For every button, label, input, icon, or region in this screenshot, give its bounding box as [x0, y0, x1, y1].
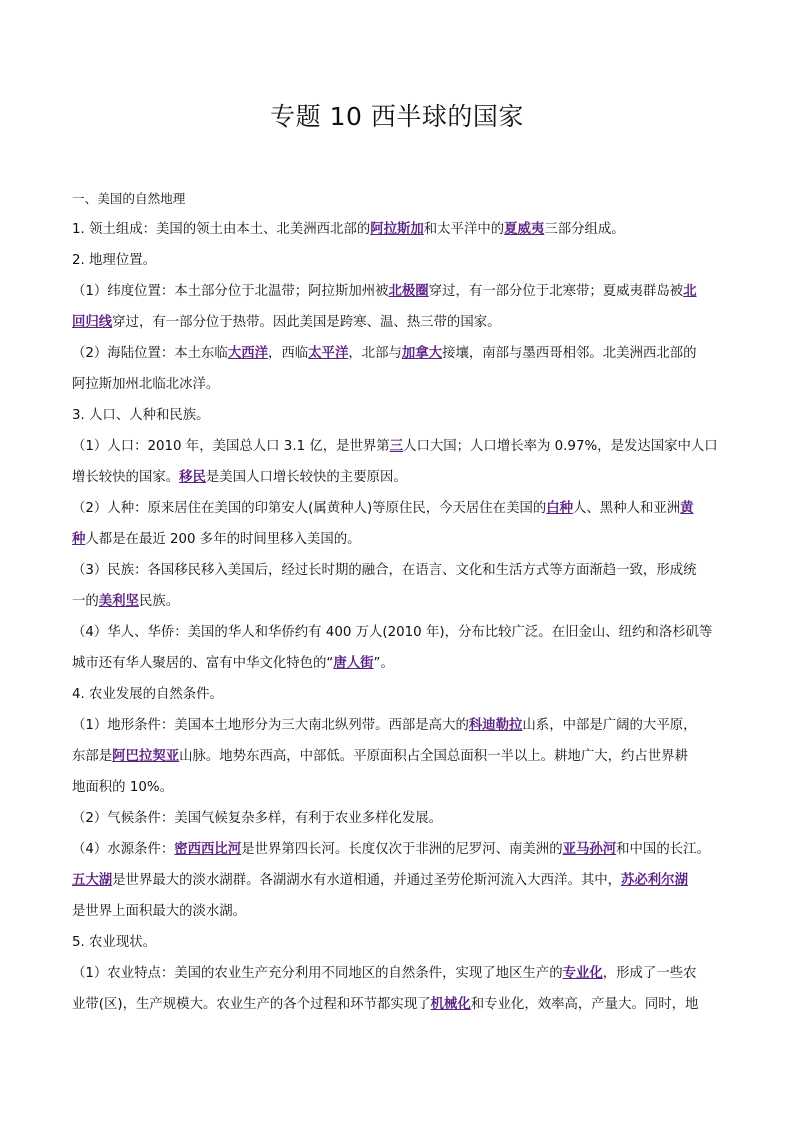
- text-run: 人、黑种人和亚洲: [573, 501, 681, 516]
- text-run: 是美国人口增长较快的主要原因。: [205, 470, 407, 485]
- keyword: 亚马孙河: [562, 842, 617, 857]
- text-line: [72, 431, 724, 462]
- text-run: ，西临: [268, 346, 309, 361]
- text-run: 增长较快的国家。: [72, 470, 180, 485]
- keyword: 三: [389, 439, 404, 454]
- text-line: [72, 989, 724, 1020]
- text-run: （1）人口：2010 年，美国总人口 3.1 亿，是世界第: [72, 439, 390, 454]
- text-line: [72, 710, 724, 741]
- keyword: 夏威夷: [504, 222, 545, 237]
- keyword: 密西西比河: [174, 842, 242, 857]
- text-run: （1）纬度位置：本土部分位于北温带；阿拉斯加州被: [72, 284, 389, 299]
- keyword: 科迪勒拉: [468, 718, 523, 733]
- keyword: 北极圈: [388, 284, 429, 299]
- text-run: 5. 农业现状。: [72, 935, 156, 950]
- text-line: [72, 462, 724, 493]
- text-line: [72, 896, 724, 927]
- text-line: [72, 586, 724, 617]
- text-run: 城市还有华人聚居的、富有中华文化特色的“: [72, 656, 334, 671]
- text-run: （2）人种：原来居住在美国的印第安人(属黄种人)等原住民，今天居住在美国的: [72, 501, 547, 516]
- text-run: 阿拉斯加州北临北冰洋。: [72, 377, 220, 392]
- keyword: 白种: [546, 501, 574, 516]
- text-run: ，北部与: [348, 346, 402, 361]
- text-run: （1）农业特点：美国的农业生产充分利用不同地区的自然条件，实现了地区生产的: [72, 966, 563, 981]
- text-run: 山系，中部是广阔的大平原，: [522, 718, 697, 733]
- text-line: [72, 369, 724, 400]
- text-run: 民族。: [138, 594, 180, 609]
- text-run: 3. 人口、人种和民族。: [72, 408, 210, 423]
- text-line: [72, 648, 724, 679]
- text-run: 一的: [72, 594, 99, 609]
- text-line: [72, 338, 724, 369]
- text-run: （2）气候条件：美国气候复杂多样，有利于农业多样化发展。: [72, 811, 443, 826]
- text-run: 地面积的 10%。: [72, 780, 173, 795]
- text-line: [72, 865, 724, 896]
- text-line: [72, 307, 724, 338]
- text-line: [72, 772, 724, 803]
- text-run: 山脉。地势东西高，中部低。平原面积占全国总面积一半以上。耕地广大，约占世界耕: [179, 749, 688, 764]
- page-title: 专题 10 西半球的国家: [270, 102, 524, 131]
- text-run: 三部分组成。: [544, 222, 625, 237]
- text-run: （2）海陆位置：本土东临: [72, 346, 228, 361]
- keyword: 阿巴拉契亚: [112, 749, 180, 764]
- text-line: [72, 834, 724, 865]
- keyword: 大西洋: [227, 346, 268, 361]
- text-line: [72, 493, 724, 524]
- text-run: 和太平洋中的: [423, 222, 505, 237]
- text-run: 穿过，有一部分位于北寒带；夏威夷群岛被: [428, 284, 684, 299]
- keyword: 移民: [179, 470, 206, 485]
- text-line: [72, 276, 724, 307]
- keyword: 专业化: [562, 966, 603, 981]
- text-run: 2. 地理位置。: [72, 253, 156, 268]
- section-heading: [72, 183, 724, 214]
- text-run: 人都是在最近 200 多年的时间里移入美国的。: [85, 532, 361, 547]
- text-run: （4）华人、华侨：美国的华人和华侨约有 400 万人(2010 年)，分布比较广泛。在旧金山、纽约和洛杉矶等: [72, 625, 713, 640]
- text-line: [72, 555, 724, 586]
- text-run: 东部是: [72, 749, 113, 764]
- text-run: 业带(区)，生产规模大。农业生产的各个过程和环节都实现了: [72, 997, 431, 1012]
- keyword: 唐人街: [333, 656, 374, 671]
- text-line: [72, 679, 724, 710]
- text-line: [72, 741, 724, 772]
- text-run: （3）民族：各国移民移入美国后，经过长时期的融合，在语言、文化和生活方式等方面渐趋一致，形成统: [72, 563, 697, 578]
- text-run: 接壤，南部与墨西哥相邻。北美洲西北部的: [442, 346, 697, 361]
- text-line: [72, 524, 724, 555]
- text-line: [72, 214, 724, 245]
- keyword: 苏必利尔湖: [621, 873, 688, 888]
- keyword: 机械化: [430, 997, 471, 1012]
- text-run: ，形成了一些农: [602, 966, 697, 981]
- text-run: 和中国的长江。: [616, 842, 710, 857]
- keyword: 北: [683, 284, 697, 299]
- text-line: [72, 400, 724, 431]
- text-run: ”。: [373, 656, 394, 671]
- text-line: [72, 927, 724, 958]
- keyword: 太平洋: [308, 346, 349, 361]
- keyword: 加拿大: [401, 346, 443, 361]
- text-run: 1. 领土组成：美国的领土由本土、北美洲西北部的: [72, 222, 371, 237]
- text-run: 一、美国的自然地理: [72, 191, 186, 206]
- text-run: （1）地形条件：美国本土地形分为三大南北纵列带。西部是高大的: [72, 718, 469, 733]
- keyword: 五大湖: [72, 873, 113, 888]
- text-run: 是世界第四长河。长度仅次于非洲的尼罗河、南美洲的: [241, 842, 563, 857]
- text-line: [72, 617, 724, 648]
- text-line: [72, 803, 724, 834]
- text-run: 是世界最大的淡水湖群。各湖湖水有水道相通，并通过圣劳伦斯河流入大西洋。其中，: [112, 873, 622, 888]
- keyword: 阿拉斯加: [370, 222, 424, 237]
- keyword: 回归线: [72, 315, 113, 330]
- keyword: 美利坚: [98, 594, 139, 609]
- text-run: 穿过，有一部分位于热带。因此美国是跨寒、温、热三带的国家。: [112, 315, 501, 330]
- text-line: [72, 245, 724, 276]
- keyword: 黄: [680, 501, 694, 516]
- text-line: [72, 958, 724, 989]
- text-run: 是世界上面积最大的淡水湖。: [72, 904, 247, 919]
- text-run: 4. 农业发展的自然条件。: [72, 687, 223, 702]
- text-run: 人口大国；人口增长率为 0.97%，是发达国家中人口: [403, 439, 718, 454]
- keyword: 种: [72, 532, 86, 547]
- text-run: （4）水源条件：: [72, 842, 175, 857]
- text-run: 和专业化，效率高，产量大。同时，地: [470, 997, 699, 1012]
- document-body: [72, 183, 724, 1020]
